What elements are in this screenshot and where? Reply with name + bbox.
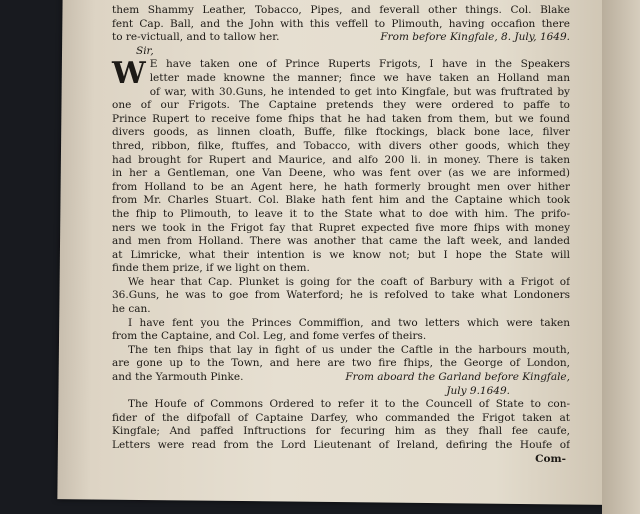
text-line: Kingfale; And paffed Inftructions for fecuring him as they fhall fee caufe,: [112, 425, 570, 438]
letter-paragraph: [112, 58, 570, 276]
text-line: and the Yarmouth Pinke.: [112, 371, 244, 384]
text-line: Prince Rupert to receive fome fhips that he had taken from them, but we found: [112, 112, 570, 125]
text-line: from the Captaine, and Col. Leg, and fome verfes of theirs.: [112, 330, 427, 343]
dateline: From before Kingfale, 8. July, 1649.: [380, 31, 570, 44]
text-line: in her a Gentleman, one Van Deene, who was fent over (as we are informed): [112, 167, 570, 180]
article-text: [112, 4, 570, 466]
text-line: them Shammy Leather, Tobacco, Pipes, and feverall other things. Col. Blake: [112, 4, 570, 16]
commons-paragraph: [112, 398, 570, 466]
text-line: The ten fhips that lay in fight of us under the Caftle in the harbours mouth,: [128, 343, 570, 356]
text-line: had brought for Rupert and Maurice, and alfo 200 li. in money. There is taken: [112, 153, 570, 166]
text-line: ners we took in the Frigot fay that Rupret expected five more fhips with money: [112, 221, 570, 234]
text-line: one of our Frigots. The Captaine pretends they were ordered to paffe to: [112, 99, 570, 112]
drop-cap: W: [112, 56, 146, 92]
text-line: The Houfe of Commons Ordered to refer it to the Councell of State to con-: [128, 398, 570, 411]
text-line: I have fent you the Princes Commiffion, and two letters which were taken: [128, 316, 570, 329]
text-line: fider of the difpofall of Captaine Darfey, who commanded the Frigot taken at: [112, 411, 570, 424]
salutation: Sir,: [136, 44, 154, 57]
plunket-paragraph: [112, 276, 570, 317]
text-line: fent Cap. Ball, and the John with this veffell to Plimouth, having occafion there: [112, 17, 570, 30]
text-line: the fhip to Plimouth, to leave it to the State what to doe with him. The prifo-: [112, 207, 570, 220]
text-line: 36.Guns, he was to goe from Waterford; he is refolved to take what Londoners: [112, 289, 570, 302]
dateline: From aboard the Garland before Kingfale,: [345, 371, 570, 384]
text-line: from Holland to be an Agent here, he hath formerly brought men over hither: [112, 180, 570, 193]
dateline-date: July 9.1649.: [446, 384, 510, 397]
text-line: and men from Holland. There was another that came the laft week, and landed: [112, 235, 570, 248]
text-line: to re-victuall, and to tallow her.: [112, 31, 280, 44]
facing-page-edge: [602, 0, 640, 514]
text-line: he can.: [112, 303, 151, 316]
text-line: divers goods, as linnen cloath, Buffe, filke ftockings, black bone lace, filver: [112, 126, 570, 139]
text-line: are gone up to the Town, and here are two fire fhips, the George of London,: [112, 357, 570, 370]
commission-paragraph: [112, 317, 570, 344]
text-line: letter made knowne the manner; fince we have taken an Holland man: [149, 71, 570, 84]
top-paragraph: [112, 4, 570, 45]
catchword: Com-: [535, 452, 566, 465]
text-line: from Mr. Charles Stuart. Col. Blake hath fent him and the Captaine which took: [112, 194, 570, 207]
text-line: We hear that Cap. Plunket is going for the coaft of Barbury with a Frigot of: [128, 275, 570, 288]
ships-paragraph: [112, 344, 570, 398]
text-line: E have taken one of Prince Ruperts Frigots, I have in the Speakers: [149, 58, 570, 71]
text-line: at Limricke, what their intention is we know not; but I hope the State will: [112, 248, 570, 261]
text-line: finde them prize, if we light on them.: [112, 262, 310, 275]
text-line: thred, ribbon, filke, ftuffes, and Tobacco, with divers other goods, which they: [112, 139, 570, 152]
text-line: Letters were read from the Lord Lieutenant of Ireland, defiring the Houfe of: [112, 439, 570, 451]
text-line: of war, with 30.Guns, he intended to get into Kingfale, but was fruftrated by: [149, 85, 570, 98]
